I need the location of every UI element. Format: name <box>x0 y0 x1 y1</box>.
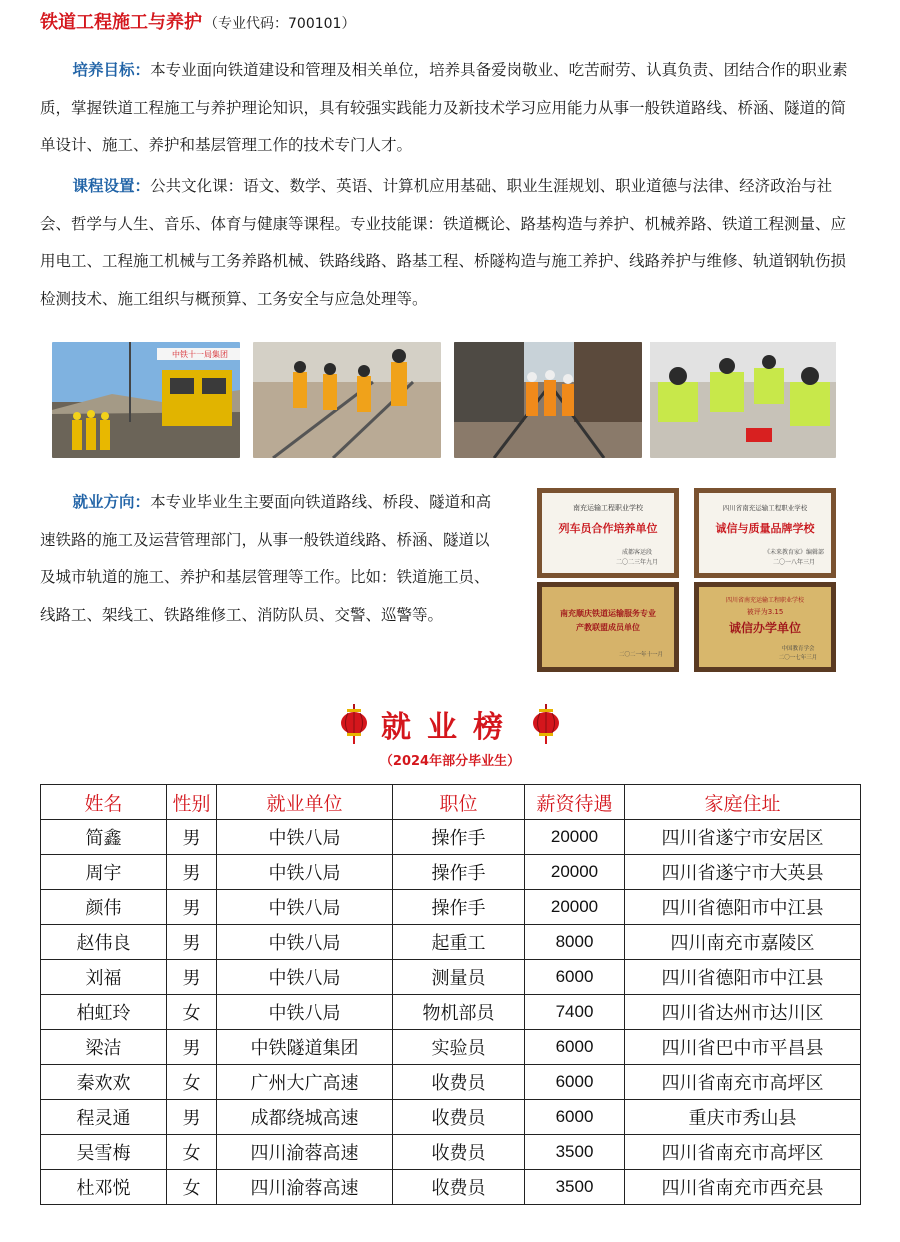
column-header: 姓名 <box>41 785 167 820</box>
column-header: 就业单位 <box>217 785 393 820</box>
cell-position: 收费员 <box>393 1135 525 1170</box>
lantern-icon <box>338 704 370 744</box>
career-paragraph <box>40 484 502 634</box>
column-header: 职位 <box>393 785 525 820</box>
table-row <box>41 960 861 995</box>
cell-name: 刘福 <box>41 960 167 995</box>
cell-address: 四川省德阳市中江县 <box>625 890 861 925</box>
cell-gender: 女 <box>167 995 217 1030</box>
cell-name: 秦欢欢 <box>41 1065 167 1100</box>
cell-address: 四川省南充市高坪区 <box>625 1135 861 1170</box>
cell-employer: 中铁八局 <box>217 820 393 855</box>
cell-salary: 3500 <box>525 1170 625 1205</box>
svg-text:产教联盟成员单位: 产教联盟成员单位 <box>576 623 640 632</box>
column-header: 性别 <box>167 785 217 820</box>
svg-text:诚信与质量品牌学校: 诚信与质量品牌学校 <box>715 522 815 535</box>
cell-gender: 女 <box>167 1065 217 1100</box>
svg-text:被评为3.15: 被评为3.15 <box>746 608 784 616</box>
table-row <box>41 890 861 925</box>
cell-employer: 四川渝蓉高速 <box>217 1170 393 1205</box>
svg-text:南充顺庆铁道运输服务专业: 南充顺庆铁道运输服务专业 <box>560 609 656 618</box>
table-row <box>41 1065 861 1100</box>
cell-name: 颜伟 <box>41 890 167 925</box>
table-row <box>41 1100 861 1135</box>
plaque-industry-alliance <box>537 582 679 672</box>
cell-employer: 中铁八局 <box>217 855 393 890</box>
cell-address: 重庆市秀山县 <box>625 1100 861 1135</box>
svg-text:二〇二三年九月: 二〇二三年九月 <box>615 559 659 566</box>
courses-text: 公共文化课：语文、数学、英语、计算机应用基础、职业生涯规划、职业道德与法律、经济政治与社会、哲学与人生、音乐、体育与健康等课程。专业技能课：铁道概论、路基构造与养护、机械养路、铁道工程测量、应用电工、工程施工机械与工务养路机械、铁路线路、路基工程、桥隧构造与施工养护、线路养护与维修、轨道钢轨伤损检测技术、施工组织与概预算、工务安全与应急处理等。 <box>40 177 847 308</box>
cell-address: 四川省遂宁市安居区 <box>625 820 861 855</box>
svg-text:二〇二一年十一月: 二〇二一年十一月 <box>618 652 664 658</box>
major-code: （专业代码：700101） <box>204 16 356 32</box>
cell-employer: 中铁八局 <box>217 890 393 925</box>
career-label: 就业方向： <box>72 493 151 511</box>
courses-label: 课程设置： <box>72 177 151 195</box>
cell-name: 梁洁 <box>41 1030 167 1065</box>
cell-address: 四川省达州市达川区 <box>625 995 861 1030</box>
lantern-icon <box>530 704 562 744</box>
cell-gender: 女 <box>167 1170 217 1205</box>
svg-text:《未来教育家》编辑部: 《未来教育家》编辑部 <box>763 549 825 556</box>
cell-salary: 6000 <box>525 1065 625 1100</box>
employment-board-header <box>0 702 900 746</box>
photo-rail-yard <box>454 342 642 458</box>
courses-paragraph <box>40 168 860 318</box>
table-row <box>41 925 861 960</box>
cell-employer: 中铁八局 <box>217 960 393 995</box>
cell-name: 简鑫 <box>41 820 167 855</box>
cell-position: 操作手 <box>393 890 525 925</box>
table-row <box>41 1135 861 1170</box>
training-goal-paragraph <box>40 52 860 165</box>
cell-address: 四川南充市嘉陵区 <box>625 925 861 960</box>
cell-gender: 男 <box>167 1030 217 1065</box>
cell-position: 物机部员 <box>393 995 525 1030</box>
cell-address: 四川省南充市西充县 <box>625 1170 861 1205</box>
cell-address: 四川省德阳市中江县 <box>625 960 861 995</box>
cell-gender: 男 <box>167 890 217 925</box>
major-title: 铁道工程施工与养护 <box>40 12 202 33</box>
photo-sign-text: 中铁十一局集团 <box>172 350 228 359</box>
cell-salary: 6000 <box>525 1100 625 1135</box>
cell-name: 周宇 <box>41 855 167 890</box>
svg-text:列车员合作培养单位: 列车员合作培养单位 <box>558 522 658 535</box>
cell-salary: 6000 <box>525 1030 625 1065</box>
cell-name: 柏虹玲 <box>41 995 167 1030</box>
cell-salary: 8000 <box>525 925 625 960</box>
cell-name: 赵伟良 <box>41 925 167 960</box>
employment-table-body <box>41 820 861 1205</box>
cell-salary: 7400 <box>525 995 625 1030</box>
cell-name: 杜邓悦 <box>41 1170 167 1205</box>
cell-salary: 6000 <box>525 960 625 995</box>
cell-position: 操作手 <box>393 820 525 855</box>
cell-gender: 男 <box>167 960 217 995</box>
cell-employer: 中铁八局 <box>217 995 393 1030</box>
cell-employer: 中铁隧道集团 <box>217 1030 393 1065</box>
table-header-row <box>41 785 861 820</box>
svg-text:二〇一八年三月: 二〇一八年三月 <box>772 559 816 566</box>
cell-address: 四川省南充市高坪区 <box>625 1065 861 1100</box>
cell-employer: 成都绕城高速 <box>217 1100 393 1135</box>
svg-text:成都客运段: 成都客运段 <box>621 549 653 556</box>
cell-gender: 男 <box>167 855 217 890</box>
employment-board-subtitle: （2024年部分毕业生） <box>379 754 521 769</box>
table-row <box>41 995 861 1030</box>
plaque-integrity-school <box>694 582 836 672</box>
svg-text:四川省南充运输工程职业学校: 四川省南充运输工程职业学校 <box>725 597 805 604</box>
cell-gender: 男 <box>167 1100 217 1135</box>
cell-employer: 广州大广高速 <box>217 1065 393 1100</box>
svg-text:四川省南充运输工程职业学校: 四川省南充运输工程职业学校 <box>722 504 808 512</box>
cell-name: 程灵通 <box>41 1100 167 1135</box>
column-header: 家庭住址 <box>625 785 861 820</box>
svg-text:中国教育学会: 中国教育学会 <box>781 646 815 652</box>
table-row <box>41 1030 861 1065</box>
cell-gender: 男 <box>167 925 217 960</box>
cell-position: 收费员 <box>393 1065 525 1100</box>
cell-salary: 20000 <box>525 820 625 855</box>
cell-position: 实验员 <box>393 1030 525 1065</box>
plaque-train-attendant <box>537 488 679 578</box>
cell-salary: 20000 <box>525 890 625 925</box>
table-row <box>41 1170 861 1205</box>
cell-address: 四川省巴中市平昌县 <box>625 1030 861 1065</box>
cell-position: 操作手 <box>393 855 525 890</box>
cell-employer: 中铁八局 <box>217 925 393 960</box>
svg-text:南充运输工程职业学校: 南充运输工程职业学校 <box>573 504 643 512</box>
cell-position: 起重工 <box>393 925 525 960</box>
training-goal-label: 培养目标： <box>72 61 151 79</box>
employment-board-title: 就业榜 <box>381 710 519 745</box>
cell-position: 收费员 <box>393 1170 525 1205</box>
svg-text:二〇一七年三月: 二〇一七年三月 <box>778 655 818 661</box>
cell-position: 测量员 <box>393 960 525 995</box>
table-row <box>41 820 861 855</box>
cell-name: 吴雪梅 <box>41 1135 167 1170</box>
document-header <box>40 8 355 34</box>
cell-position: 收费员 <box>393 1100 525 1135</box>
photo-work-train <box>52 342 240 458</box>
training-goal-text: 本专业面向铁道建设和管理及相关单位，培养具备爱岗敬业、吃苦耐劳、认真负责、团结合作的职业素质，掌握铁道工程施工与养护理论知识，具有较强实践能力及新技术学习应用能力从事一般铁道路线、桥涵、隧道的简单设计、施工、养护和基层管理工作的技术专门人才。 <box>40 61 848 154</box>
cell-gender: 男 <box>167 820 217 855</box>
cell-salary: 3500 <box>525 1135 625 1170</box>
employment-table <box>40 784 861 1205</box>
cell-salary: 20000 <box>525 855 625 890</box>
column-header: 薪资待遇 <box>525 785 625 820</box>
cell-gender: 女 <box>167 1135 217 1170</box>
svg-text:诚信办学单位: 诚信办学单位 <box>728 621 802 635</box>
table-row <box>41 855 861 890</box>
cell-employer: 四川渝蓉高速 <box>217 1135 393 1170</box>
photo-inspection <box>650 342 836 458</box>
cell-address: 四川省遂宁市大英县 <box>625 855 861 890</box>
plaque-integrity-brand <box>694 488 836 578</box>
career-text: 本专业毕业生主要面向铁道路线、桥段、隧道和高速铁路的施工及运营管理部门，从事一般铁道线路、桥涵、隧道以及城市轨道的施工、养护和基层管理等工作。比如：铁道施工员、线路工、架线工、铁路维修工、消防队员、交警、巡警等。 <box>40 493 492 624</box>
photo-track-work <box>253 342 441 458</box>
